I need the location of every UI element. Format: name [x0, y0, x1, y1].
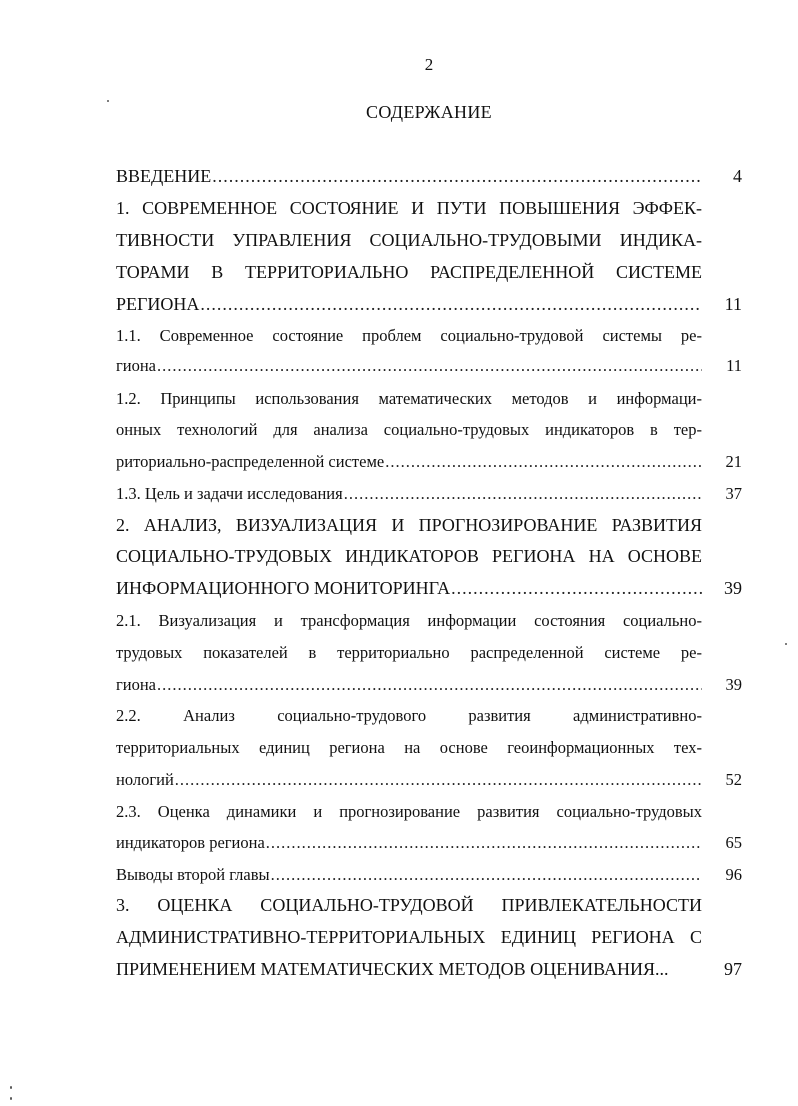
- leader-dots: [344, 484, 702, 504]
- leader-dots: [200, 294, 702, 315]
- toc-entry-text: 1.1. Современное состояние проблем социально-трудовой системы ре-: [116, 326, 702, 345]
- toc-entry-text: 2.1. Визуализация и трансформация информации состояния социально-: [116, 611, 702, 630]
- toc-entry-text: ТИВНОСТИ УПРАВЛЕНИЯ СОЦИАЛЬНО-ТРУДОВЫМИ ИНДИКА-: [116, 230, 702, 250]
- toc-page-number: 52: [725, 770, 742, 789]
- scan-speck: [785, 643, 787, 645]
- toc-entry-text: 1.3. Цель и задачи исследования: [116, 484, 343, 503]
- toc-entry-text: территориальных единиц региона на основе геоинформационных тех-: [116, 738, 702, 757]
- toc-entry-text: ПРИМЕНЕНИЕМ МАТЕМАТИЧЕСКИХ МЕТОДОВ ОЦЕНИВАНИЯ...: [116, 959, 669, 979]
- toc-page-number: 11: [724, 294, 742, 314]
- toc-entry-text: 2.3. Оценка динамики и прогнозирование развития социально-трудовых: [116, 802, 702, 821]
- leader-dots: [266, 833, 702, 853]
- toc-page-number: 4: [733, 166, 742, 186]
- leader-dots: [157, 356, 702, 376]
- leader-dots: [271, 865, 702, 885]
- toc-entry-text: риториально-распределенной системе: [116, 452, 385, 471]
- toc-page-number: 21: [725, 452, 742, 471]
- toc-page-number: 65: [725, 833, 742, 852]
- toc-entry-text: ТОРАМИ В ТЕРРИТОРИАЛЬНО РАСПРЕДЕЛЕННОЙ СИСТЕМЕ: [116, 262, 702, 282]
- toc-entry-text: 2. АНАЛИЗ, ВИЗУАЛИЗАЦИЯ И ПРОГНОЗИРОВАНИЕ РАЗВИТИЯ: [116, 515, 702, 535]
- toc-entry-text: АДМИНИСТРАТИВНО-ТЕРРИТОРИАЛЬНЫХ ЕДИНИЦ РЕГИОНА С: [116, 927, 702, 947]
- toc-entry-text: ИНФОРМАЦИОННОГО МОНИТОРИНГА: [116, 578, 451, 598]
- toc-entry-text: индикаторов региона: [116, 833, 265, 852]
- scan-speck: [10, 1097, 12, 1100]
- toc-page-number: 11: [726, 356, 742, 375]
- toc-page-number: 37: [725, 484, 742, 503]
- toc-entry-text: РЕГИОНА: [116, 294, 200, 314]
- page-number: 2: [424, 55, 434, 74]
- leader-dots: [385, 452, 702, 472]
- toc-entry-text: 1. СОВРЕМЕННОЕ СОСТОЯНИЕ И ПУТИ ПОВЫШЕНИЯ ЭФФЕК-: [116, 198, 702, 218]
- toc-entry-text: 1.2. Принципы использования математических методов и информаци-: [116, 389, 702, 408]
- toc-entry-text: 3. ОЦЕНКА СОЦИАЛЬНО-ТРУДОВОЙ ПРИВЛЕКАТЕЛЬНОСТИ: [116, 895, 702, 915]
- toc-entry-text: онных технологий для анализа социально-трудовых индикаторов в тер-: [116, 420, 702, 439]
- toc-entry-text: нологий: [116, 770, 174, 789]
- toc-entry-text: Выводы второй главы: [116, 865, 270, 884]
- toc-entry-text: СОЦИАЛЬНО-ТРУДОВЫХ ИНДИКАТОРОВ РЕГИОНА НА ОСНОВЕ: [116, 546, 702, 566]
- toc-page-number: 96: [725, 865, 742, 884]
- toc-entry-text: гиона: [116, 675, 157, 694]
- toc-entry-text: 2.2. Анализ социально-трудового развития административно-: [116, 706, 702, 725]
- toc-entry-text: гиона: [116, 356, 157, 375]
- toc-entry-text: трудовых показателей в территориально распределенной системе ре-: [116, 643, 702, 662]
- leader-dots: [212, 166, 702, 187]
- toc-page-number: 97: [724, 959, 742, 979]
- scan-speck: [10, 1086, 12, 1089]
- leader-dots: [451, 578, 702, 599]
- toc-title: СОДЕРЖАНИЕ: [366, 102, 492, 122]
- toc-page-number: 39: [725, 675, 742, 694]
- toc-page-number: 39: [724, 578, 742, 598]
- leader-dots: [157, 675, 702, 695]
- toc-entry-text: ВВЕДЕНИЕ: [116, 166, 212, 186]
- leader-dots: [175, 770, 702, 790]
- scan-speck: [107, 100, 109, 102]
